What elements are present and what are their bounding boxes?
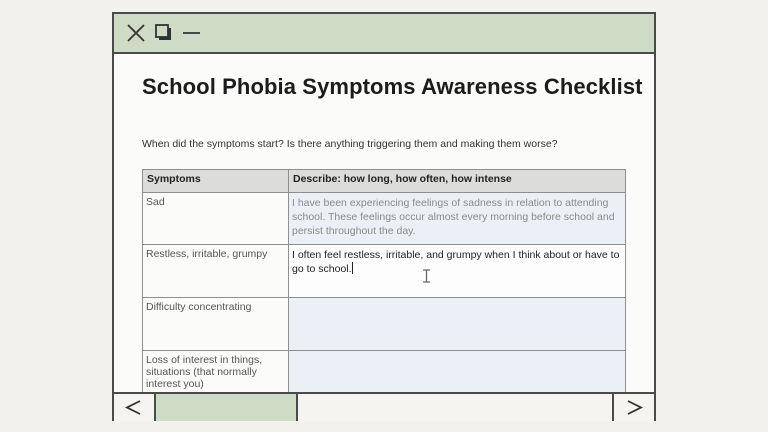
question-text: When did the symptoms start? Is there anything triggering them and making them worse? xyxy=(142,138,558,150)
title-bar xyxy=(114,14,654,54)
description-field[interactable]: I have been experiencing feelings of sadness in relation to attending school. These feelings occur almost every morning before school and persist throughout the day. xyxy=(289,193,626,245)
text-cursor-icon xyxy=(422,269,431,283)
symptom-label: Loss of interest in things, situations (that normally interest you) xyxy=(143,351,289,393)
table-row xyxy=(143,351,626,393)
horizontal-scrollbar[interactable] xyxy=(114,392,654,421)
table-row xyxy=(143,245,626,298)
description-text: I often feel restless, irritable, and grumpy when I think about or have to go to school. xyxy=(292,249,620,275)
document-area xyxy=(114,54,654,392)
minimize-icon[interactable] xyxy=(182,23,202,43)
symptom-label: Sad xyxy=(143,193,289,245)
text-caret xyxy=(352,262,353,274)
chevron-right-icon xyxy=(614,394,654,421)
table-header-row xyxy=(143,170,626,193)
app-window xyxy=(112,12,656,421)
close-icon[interactable] xyxy=(126,23,146,43)
header-describe: Describe: how long, how often, how intense xyxy=(289,170,626,193)
table-row xyxy=(143,193,626,245)
table-row xyxy=(143,298,626,351)
header-symptoms: Symptoms xyxy=(143,170,289,193)
restore-icon[interactable] xyxy=(154,23,174,43)
scrollbar-thumb[interactable] xyxy=(156,394,298,421)
symptom-label: Restless, irritable, grumpy xyxy=(143,245,289,298)
page-title: School Phobia Symptoms Awareness Checklist xyxy=(142,74,643,99)
description-field[interactable] xyxy=(289,298,626,351)
symptom-label: Difficulty concentrating xyxy=(143,298,289,351)
description-field-active[interactable] xyxy=(289,245,626,298)
symptoms-table xyxy=(142,169,626,392)
chevron-left-icon xyxy=(114,394,154,421)
scroll-right-button[interactable] xyxy=(612,394,654,421)
scroll-left-button[interactable] xyxy=(114,394,156,421)
description-field[interactable] xyxy=(289,351,626,393)
